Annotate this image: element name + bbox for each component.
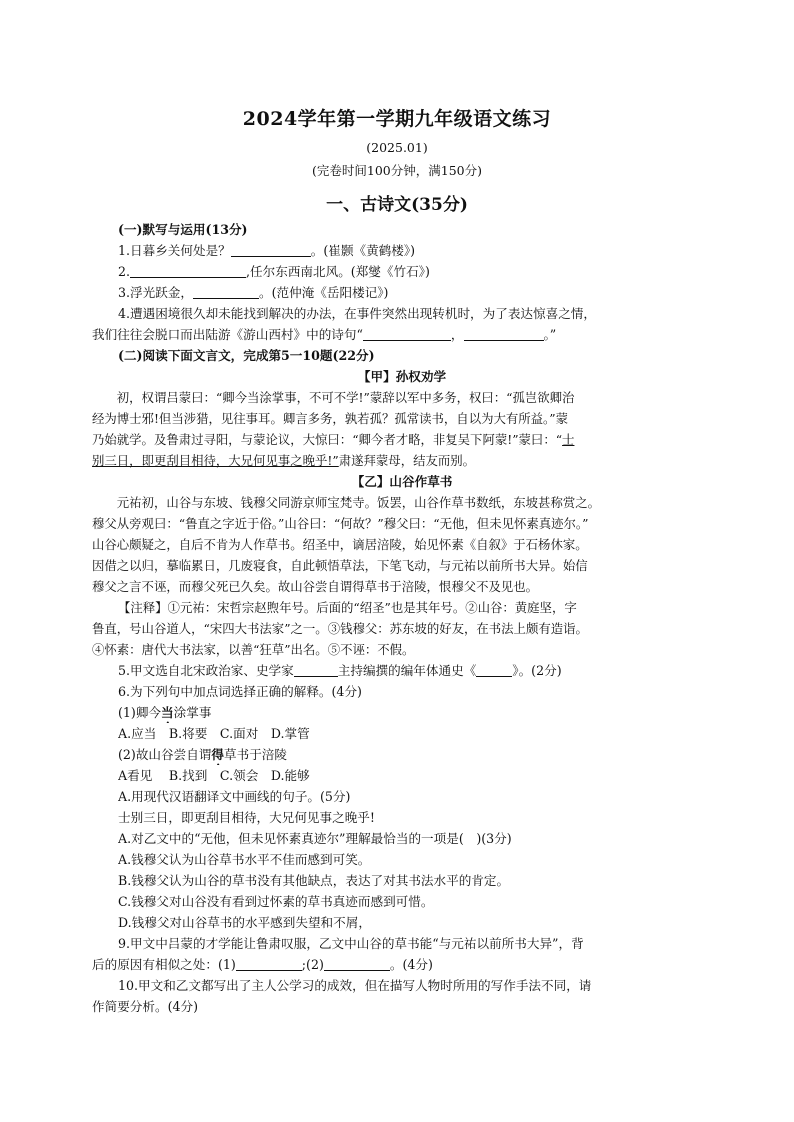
answer-blank[interactable]: [193, 284, 259, 299]
question-4-line2: 我们往往会脱口而出陆游《游山西村》中的诗句“ ， 。”: [92, 327, 557, 342]
question-7: A.用现代汉语翻译文中画线的句子。(5分): [118, 789, 351, 804]
section-title: 一、古诗文(35分): [326, 195, 468, 215]
annotation-line: ④怀素：唐代大书法家，以善“狂草”出名。⑤不诬：不假。: [92, 642, 415, 657]
answer-blank[interactable]: [231, 242, 311, 257]
question-6-2: (2)故山谷尝自谓得草书于涪陵: [118, 747, 287, 762]
answer-blank[interactable]: [294, 662, 338, 677]
passage-yi-line: 穆父从旁观曰：“鲁直之字近于俗。”山谷曰：“何故？”穆父曰：“无他，但未见怀素真迹尔。”: [92, 516, 589, 531]
question-1: 1.日暮乡关何处是？ 。(崔颢《黄鹤楼》): [118, 243, 416, 258]
passage-yi-line: 因借之以归，摹临累日，几废寝食，自此顿悟草法，下笔飞动，与元祐以前所书大异。始信: [92, 558, 588, 573]
passage-jia-title: 【甲】孙权劝学: [357, 369, 447, 384]
option-a[interactable]: A.钱穆父认为山谷草书水平不佳而感到可笑。: [118, 852, 371, 867]
question-9-line2: 后的原因有相似之处：(1) ;(2) 。(4分): [92, 957, 433, 972]
question-block: [92, 219, 686, 1017]
question-6-2-options: A看见 B.找到 C.领会 D.能够: [118, 768, 310, 783]
passage-jia-line: 乃始就学。及鲁肃过寻阳，与蒙论议，大惊曰：“卿今者才略，非复吴下阿蒙!”蒙曰：“士: [92, 432, 575, 447]
passage-yi-title: 【乙】山谷作草书: [351, 474, 453, 489]
question-6-1-options: A.应当 B.将要 C.面对 D.掌管: [118, 726, 310, 741]
answer-blank[interactable]: [476, 662, 512, 677]
exam-date: (2025.01): [366, 140, 428, 155]
question-10-line1: 10.甲文和乙文都写出了主人公学习的成效，但在描写人物时所用的写作手法不同，请: [118, 978, 592, 993]
question-2: 2. ,任尔东西南北风。(郑燮《竹石》): [118, 264, 430, 279]
annotation-line: 鲁直，号山谷道人，“宋四大书法家”之一。③钱穆父：苏东坡的好友，在书法上颇有造诣。: [92, 621, 588, 636]
question-7-sentence: 士别三日，即更刮目相待，大兄何见事之晚乎!: [118, 810, 375, 825]
passage-yi-line: 元祐初，山谷与东坡、钱穆父同游京师宝梵寺。饭罢，山谷作草书数纸，东坡甚称赏之。: [116, 495, 601, 510]
underlined-sentence: 别三日，即更刮目相待，大兄何见事之晚乎!”: [92, 453, 339, 468]
question-5: 5.甲文选自北宋政治家、史学家 主持编撰的编年体通史《 》。(2分): [118, 663, 562, 678]
answer-blank[interactable]: [363, 326, 451, 341]
passage-jia-line: 别三日，即更刮目相待，大兄何见事之晚乎!”肃遂拜蒙母，结友而别。: [92, 453, 476, 468]
question-8: A.对乙文中的“无他，但未见怀素真迹尔”理解最恰当的一项是( )(3分): [118, 831, 512, 846]
passage-yi-line: 山谷心颇疑之，自后不肯为人作草书。绍圣中，谪居涪陵，始见怀素《自叙》于石杨休家。: [92, 537, 588, 552]
question-10-line2: 作简要分析。(4分): [92, 999, 198, 1014]
option-b[interactable]: B.钱穆父认为山谷的草书没有其他缺点，表达了对其书法水平的肯定。: [118, 873, 510, 888]
answer-blank[interactable]: [130, 263, 246, 278]
part1-heading: (一)默写与运用(13分): [118, 222, 248, 237]
question-6-1: (1)卿今当涂掌事: [118, 705, 212, 720]
question-9-line1: 9.甲文中吕蒙的才学能让鲁肃叹服，乙文中山谷的草书能“与元祐以前所书大异”，背: [118, 936, 584, 951]
annotation-line: 【注释】①元祐：宋哲宗赵煦年号。后面的“绍圣”也是其年号。②山谷：黄庭坚，字: [118, 600, 577, 615]
question-3: 3.浮光跃金， 。(范仲淹《岳阳楼记》): [118, 285, 389, 300]
answer-blank[interactable]: [464, 326, 544, 341]
option-d[interactable]: D.钱穆父对山谷草书的水平感到失望和不屑，: [118, 915, 371, 930]
page-title: 2024学年第一学期九年级语文练习: [242, 108, 552, 130]
option-c[interactable]: C.钱穆父对山谷没有看到过怀素的草书真迹而感到可惜。: [118, 894, 434, 909]
question-4-line1: 4.遭遇困境很久却未能找到解决的办法，在事件突然出现转机时，为了表达惊喜之情，: [118, 306, 596, 321]
passage-jia-line: 经为博士邪!但当涉猎，见往事耳。卿言多务，孰若孤？孤常读书，自以为大有所益。”蒙: [92, 411, 568, 426]
answer-blank[interactable]: [324, 956, 390, 971]
part2-heading: (二)阅读下面文言文，完成第5一10题(22分): [118, 348, 375, 363]
exam-time-score: (完卷时间100分钟，满150分): [312, 163, 482, 178]
passage-jia-line: 初，权谓吕蒙曰：“卿今当涂掌事，不可不学!”蒙辞以军中多务，权曰：“孤岂欲卿治: [116, 390, 575, 405]
question-6: 6.为下列句中加点词选择正确的解释。(4分): [118, 684, 362, 699]
answer-blank[interactable]: [236, 956, 302, 971]
passage-yi-line: 穆父之言不诬，而穆父死已久矣。故山谷尝自谓得草书于涪陵，恨穆父不及见也。: [92, 579, 539, 594]
